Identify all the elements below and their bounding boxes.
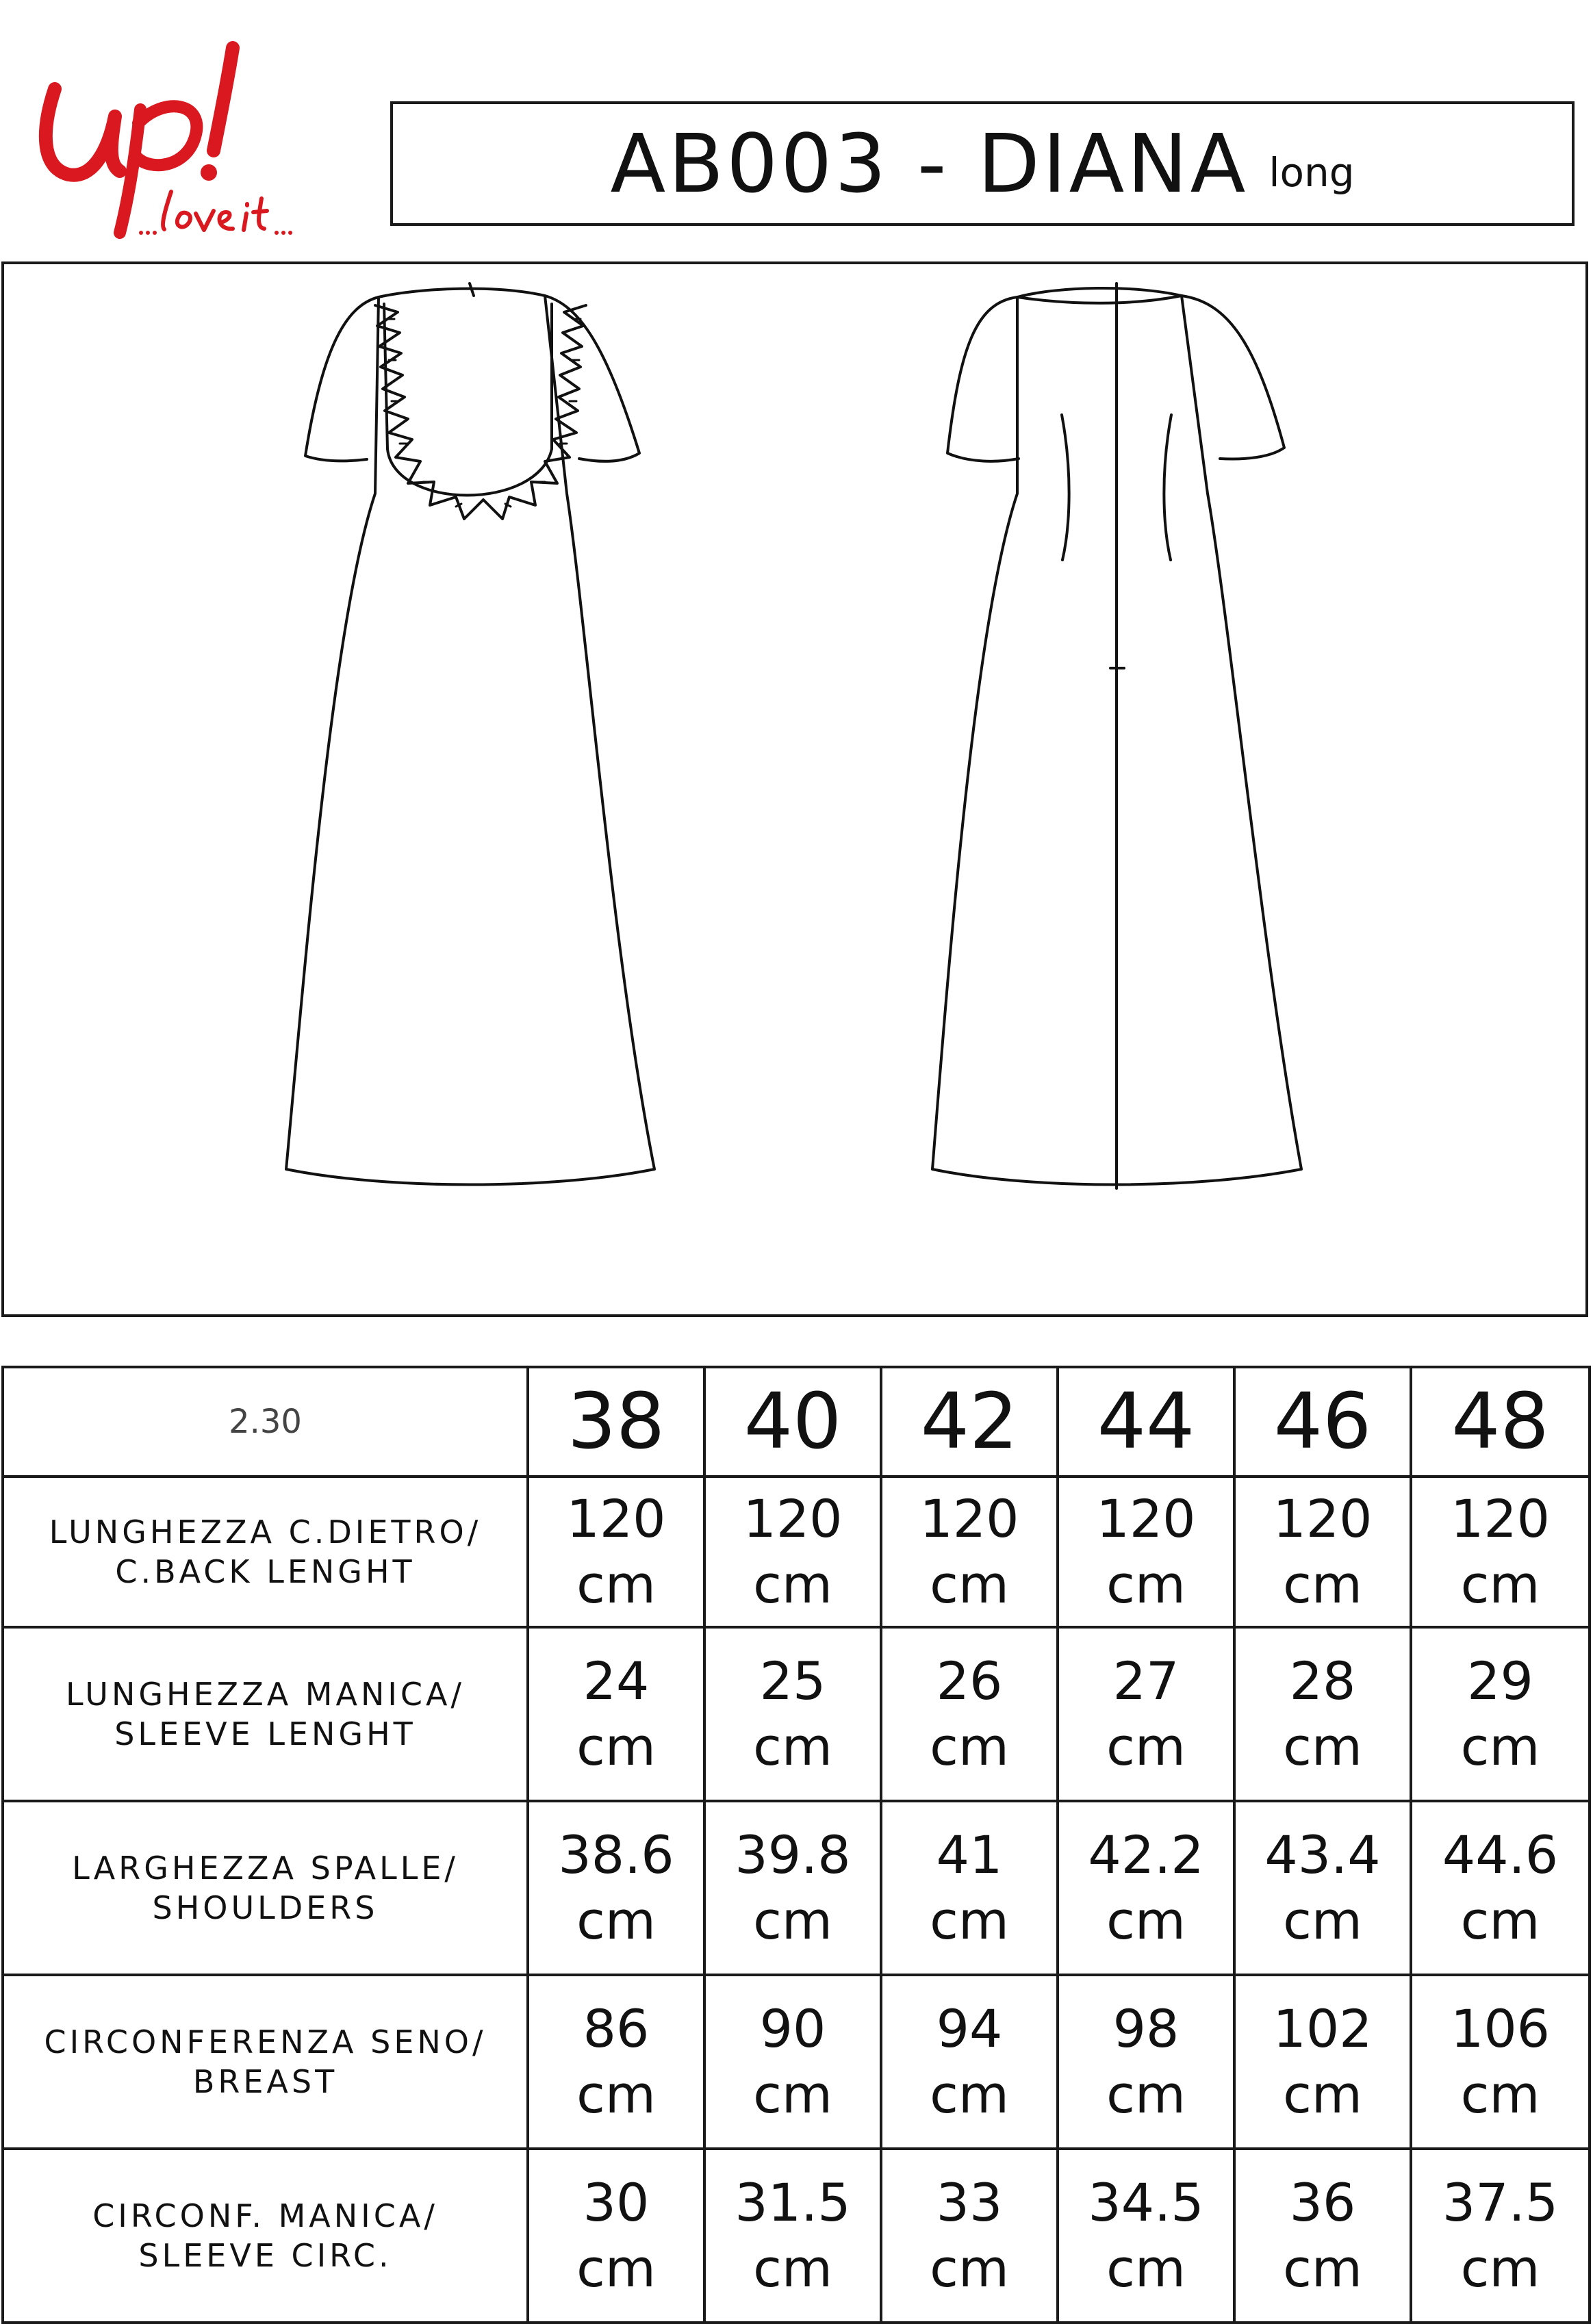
- measurement-cell: [528, 1801, 704, 1975]
- measurement-label: [3, 1477, 528, 1627]
- measurement-label-en: SLEEVE LENGHT: [114, 1715, 416, 1752]
- unit: cm: [1106, 1716, 1186, 1777]
- measurement-label-it: LUNGHEZZA MANICA/: [65, 1676, 466, 1713]
- unit: cm: [1283, 1554, 1362, 1615]
- value: 39.8: [735, 1824, 851, 1885]
- value: 120: [1273, 1488, 1373, 1549]
- measurement-cell: [881, 1477, 1058, 1627]
- unit: cm: [930, 1716, 1009, 1777]
- unit: cm: [1106, 1554, 1186, 1615]
- measurement-cell: [1058, 1627, 1234, 1801]
- measurement-cell: [528, 2149, 704, 2323]
- value: 120: [1096, 1488, 1196, 1549]
- measurement-cell: [704, 2149, 881, 2323]
- front-view-sketch: [286, 283, 654, 1185]
- size-header: 48: [1411, 1367, 1590, 1477]
- value: 106: [1450, 1998, 1551, 2059]
- unit: cm: [576, 2064, 656, 2125]
- measurement-label-en: SLEEVE CIRC.: [138, 2237, 392, 2274]
- unit: cm: [1460, 1716, 1540, 1777]
- unit: cm: [576, 1554, 656, 1615]
- unit: cm: [1460, 1890, 1540, 1951]
- value: 120: [743, 1488, 843, 1549]
- unit: cm: [753, 2064, 832, 2125]
- value: 31.5: [735, 2172, 851, 2233]
- fabric-code: 2.30: [3, 1367, 528, 1477]
- table-row: [3, 1627, 1590, 1801]
- value: 44.6: [1442, 1824, 1559, 1885]
- measurement-cell: [1234, 1627, 1411, 1801]
- size-header: 42: [881, 1367, 1058, 1477]
- measurement-label-en: C.BACK LENGHT: [115, 1553, 416, 1590]
- measurement-label-it: CIRCONFERENZA SENO/: [44, 2023, 487, 2060]
- unit: cm: [1283, 2064, 1362, 2125]
- value: 120: [919, 1488, 1019, 1549]
- value: 36: [1289, 2172, 1356, 2233]
- value: 26: [936, 1650, 1003, 1711]
- measurement-cell: [528, 1975, 704, 2149]
- measurement-label: [3, 1627, 528, 1801]
- unit: cm: [1460, 2238, 1540, 2299]
- measurement-cell: [1058, 2149, 1234, 2323]
- unit: cm: [930, 2238, 1009, 2299]
- unit: cm: [1460, 1554, 1540, 1615]
- size-chart-table: [1, 1366, 1591, 2324]
- unit: cm: [753, 2238, 832, 2299]
- measurement-label-it: LARGHEZZA SPALLE/: [72, 1850, 459, 1887]
- measurement-cell: [528, 1627, 704, 1801]
- garment-flat-sketches: [4, 264, 1585, 1314]
- unit: cm: [753, 1554, 832, 1615]
- unit: cm: [576, 1890, 656, 1951]
- value: 38.6: [558, 1824, 674, 1885]
- measurement-label-it: LUNGHEZZA C.DIETRO/: [49, 1514, 482, 1550]
- measurement-label: [3, 2149, 528, 2323]
- brand-logo: [27, 27, 342, 240]
- measurement-cell: [1411, 1477, 1590, 1627]
- measurement-label: [3, 1801, 528, 1975]
- unit: cm: [1106, 1890, 1186, 1951]
- measurement-cell: [1411, 2149, 1590, 2323]
- unit: cm: [1106, 2064, 1186, 2125]
- value: 25: [759, 1650, 826, 1711]
- value: 102: [1273, 1998, 1373, 2059]
- unit: cm: [576, 2238, 656, 2299]
- technical-drawing-frame: [1, 261, 1588, 1317]
- value: 27: [1112, 1650, 1180, 1711]
- measurement-cell: [704, 1975, 881, 2149]
- measurement-cell: [881, 1801, 1058, 1975]
- unit: cm: [930, 1890, 1009, 1951]
- value: 28: [1289, 1650, 1356, 1711]
- table-row: [3, 1975, 1590, 2149]
- size-header: 38: [528, 1367, 704, 1477]
- value: 120: [1450, 1488, 1551, 1549]
- measurement-cell: [704, 1477, 881, 1627]
- unit: cm: [753, 1890, 832, 1951]
- table-row: [3, 2149, 1590, 2323]
- unit: cm: [1283, 1890, 1362, 1951]
- title-box: [390, 101, 1575, 226]
- value: 41: [936, 1824, 1003, 1885]
- table-row: [3, 1477, 1590, 1627]
- unit: cm: [1283, 2238, 1362, 2299]
- unit: cm: [1283, 1716, 1362, 1777]
- value: 94: [936, 1998, 1003, 2059]
- value: 42.2: [1088, 1824, 1204, 1885]
- value: 37.5: [1442, 2172, 1559, 2233]
- table-row: [3, 1801, 1590, 1975]
- unit: cm: [930, 2064, 1009, 2125]
- value: 34.5: [1088, 2172, 1204, 2233]
- value: 120: [566, 1488, 666, 1549]
- unit: cm: [1106, 2238, 1186, 2299]
- measurement-label-en: BREAST: [192, 2063, 338, 2100]
- unit: cm: [1460, 2064, 1540, 2125]
- measurement-label: [3, 1975, 528, 2149]
- back-view-sketch: [932, 283, 1301, 1188]
- measurement-cell: [881, 1627, 1058, 1801]
- size-header: 46: [1234, 1367, 1411, 1477]
- value: 29: [1467, 1650, 1533, 1711]
- page-title: AB003 - DIANA: [610, 116, 1249, 211]
- size-header: 40: [704, 1367, 881, 1477]
- measurement-cell: [1234, 2149, 1411, 2323]
- measurement-cell: [1411, 1801, 1590, 1975]
- measurement-cell: [1058, 1975, 1234, 2149]
- size-header-row: [3, 1367, 1590, 1477]
- value: 98: [1112, 1998, 1180, 2059]
- measurement-cell: [1411, 1627, 1590, 1801]
- unit: cm: [930, 1554, 1009, 1615]
- measurement-cell: [704, 1801, 881, 1975]
- value: 24: [583, 1650, 650, 1711]
- measurement-cell: [881, 1975, 1058, 2149]
- unit: cm: [576, 1716, 656, 1777]
- measurement-cell: [1411, 1975, 1590, 2149]
- exclamation-dot-icon: [201, 164, 217, 181]
- measurement-cell: [1058, 1801, 1234, 1975]
- measurement-cell: [1234, 1801, 1411, 1975]
- measurement-cell: [881, 2149, 1058, 2323]
- measurement-cell: [704, 1627, 881, 1801]
- measurement-cell: [1058, 1477, 1234, 1627]
- measurement-cell: [528, 1477, 704, 1627]
- value: 43.4: [1264, 1824, 1381, 1885]
- measurement-cell: [1234, 1975, 1411, 2149]
- value: 30: [583, 2172, 650, 2233]
- value: 33: [936, 2172, 1003, 2233]
- value: 86: [583, 1998, 650, 2059]
- value: 90: [759, 1998, 826, 2059]
- unit: cm: [753, 1716, 832, 1777]
- page-subtitle: long: [1269, 149, 1355, 196]
- measurement-label-en: SHOULDERS: [152, 1889, 379, 1926]
- size-header: 44: [1058, 1367, 1234, 1477]
- measurement-label-it: CIRCONF. MANICA/: [92, 2197, 438, 2234]
- measurement-cell: [1234, 1477, 1411, 1627]
